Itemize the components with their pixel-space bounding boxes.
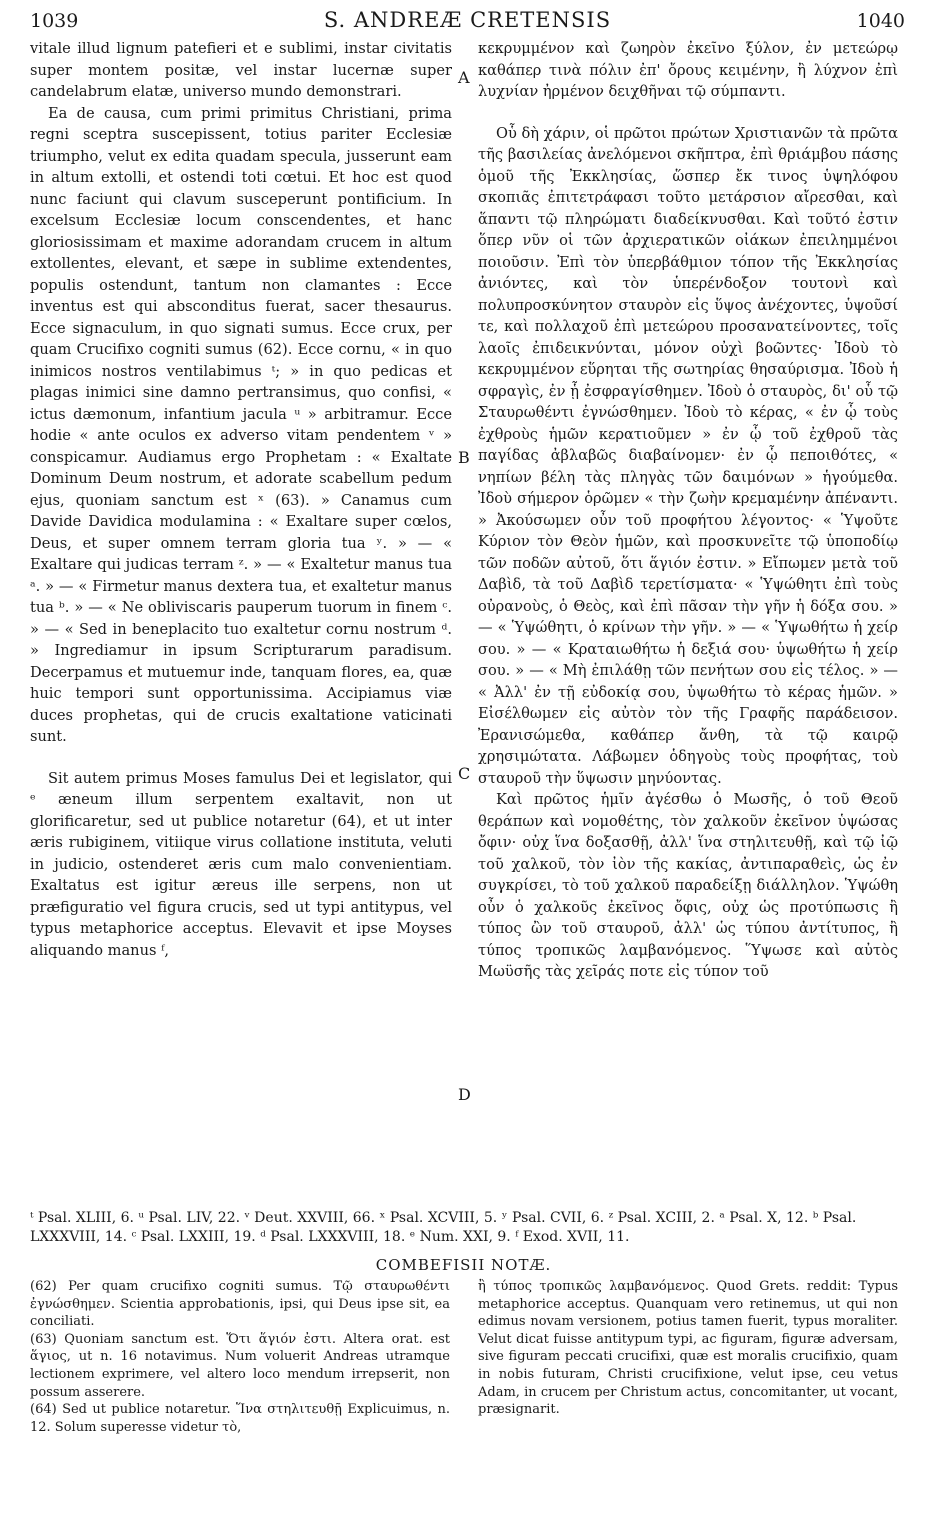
running-header	[30, 6, 905, 34]
page-number-right: 1040	[856, 10, 905, 32]
notes-right-column	[478, 1278, 898, 1419]
notes-left-column	[30, 1278, 450, 1436]
running-title: S. ANDREÆ CRETENSIS	[323, 8, 612, 32]
note-entry: ἢ τύπος τροπικῶς λαμβανόμενος. Quod Grets. reddit: Typus metaphorice acceptus. Quanquam vero retinemus, ut qui non edimus novam versionem, potius tamen fuerit, typus moraliter. Velut dicat fuisse antitypum typi, ac figuram, figuræ adversam, sive figuram peccati crucifixi, quæ est moralis crucifixio, quam in nobis futuram, Christi crucifixione, velut ipse, ceu vetus Adam, in crucem per Christum actus, concomitanter, ut vocant, præsignarit.	[478, 1279, 898, 1418]
section-marker-d: D	[458, 1085, 471, 1104]
notes-title: COMBEFISII NOTÆ.	[375, 1256, 552, 1274]
greek-paragraph: Οὗ δὴ χάριν, οἱ πρῶτοι πρώτων Χριστιανῶν τὰ πρῶτα τῆς βασιλείας ἀνελόμενοι σκῆπτρα, ἐπὶ θριάμβου πάσης ὁμοῦ τῆς Ἐκκλησίας, ὥσπερ ἔκ τινος ὑψηλόφου σκοπιᾶς ἐπιτετράφασι τοῦτο μετάρσιον αἴρεσθαι, καὶ ἅπαντι τῷ πληρώματι διαδείκνυσθαι. Καὶ τοῦτό ἐστιν ὅπερ νῦν οἱ τῶν ἀρχιερατικῶν οἰάκων ἐπειλημμένοι ποιοῦσιν. Ἐπὶ τὸν ὑπερβάθμιον τόπον τῆς Ἐκκλησίας ἀνιόντες, καὶ τὸν ὑπερένδοξον τουτονὶ καὶ πολυπροσκύνητον σταυρὸν εἰς ὕψος ἀνέχοντες, ὑψοῦσί τε, καὶ πολλαχοῦ ἐπὶ μετεώρου προσανατείνοντες, τοῖς λαοῖς ἐπιδεικνύνται, μόνον οὐχὶ βοῶντες· Ἰδοὺ τὸ κεκρυμμένον εὕρηται τῆς σωτηρίας θησαύρισμα. Ἰδοὺ ἡ σφραγὶς, ἐν ᾗ ἐσφραγίσθημεν. Ἰδοὺ ὁ σταυρὸς, δι' οὗ τῷ Σταυρωθέντι ἐγνώσθημεν. Ἰδοὺ τὸ κέρας, « ἐν ᾧ τοὺς ἐχθροὺς ἡμῶν κερατιοῦμεν » ἐν ᾧ τοῦ ἐχθροῦ τὰς παγίδας ἀβλαβῶς διαβαίνομεν· ἐν ᾧ πεποιθότες, « νηπίων βέλη τὰς πληγὰς τῶν δαιμόνων » ἡγούμεθα. Ἰδοὺ σήμερον ὁρῶμεν « τὴν ζωὴν κρεμαμένην ἀπέναντι. » Ἀκούσωμεν οὖν τοῦ προφήτου λέγοντος· « Ὑψοῦτε Κύριον τὸν Θεὸν ἡμῶν, καὶ προσκυνεῖτε τῷ ὑποποδίῳ τῶν ποδῶν αὐτοῦ, ὅτι ἅγιόν ἐστιν. » Εἴπωμεν μετὰ τοῦ Δαβὶδ, τὰ τοῦ Δαβὶδ τερετίσματα· « Ὑψώθητι ἐπὶ τοὺς οὐρανοὺς, ὁ Θεὸς, καὶ ἐπὶ πᾶσαν τὴν γῆν ἡ δόξα σου. » — « Ὑψώθητι, ὁ κρίνων τὴν γῆν. » — « Ὑψωθήτω ἡ χείρ σου. » — « Κραταιωθήτω ἡ δεξιά σου· ὑψωθήτω ἡ χείρ σου. » — « Μὴ ἐπιλάθῃ τῶν πενήτων σου εἰς τέλος. » — « Ἀλλ' ἐν τῇ εὐδοκίᾳ σου, ὑψωθήτω τὸ κέρας ἡμῶν. » Εἰσέλθωμεν εἰς αὐτὸν τὸν τῆς Γραφῆς παράδεισον. Ἐρανισώμεθα, καθάπερ ἄνθη, τὰ τῷ καιρῷ χρησιμώτατα. Λάβωμεν ὁδηγοὺς τοὺς προφήτας, τοὺ σταυροῦ τὴν ὕψωσιν μηνύοντας.	[478, 124, 898, 787]
latin-column	[30, 38, 452, 961]
latin-paragraph: vitale illud lignum patefieri et e sublimi, instar civitatis super montem positæ, vel instar lucernæ super candelabrum elatæ, universo mundo demonstrari.	[30, 40, 452, 100]
latin-paragraph: Ea de causa, cum primi primitus Christiani, prima regni sceptra suscepissent, totius pariter Ecclesiæ triumpho, velut ex edita quadam specula, jusserunt eam in altum extolli, et ostendi toti cœtui. Et hoc est quod nunc faciunt qui clavum susceperunt pontificium. In excelsum Ecclesiæ locum conscendentes, et hanc gloriosissimam et maxime adorandam crucem in altum extollentes, elevant, et sæpe in sublime extendentes, populis ostendunt, tantum non clamantes : Ecce inventus est qui absconditus fuerat, sacer thesaurus. Ecce signaculum, in quo signati sumus. Ecce crux, per quam Crucifixo cogniti sumus (62). Ecce cornu, « in quo inimicos nostros ventilabimus ᵗ; » in quo pedicas et plagas inimici sine damno pertransimus, quo confisi, « ictus dæmonum, infantium jacula ᵘ » arbitramur. Ecce hodie « ante oculos ex adverso vitam pendentem ᵛ » conspicamur. Audiamus ergo Prophetam : « Exaltate Dominum Deum nostrum, et adorate scabellum pedum ejus, quoniam sanctum est ˣ (63). » Canamus cum Davide Davidica modulamina : « Exaltare super cœlos, Deus, et super omnem terram gloria tua ʸ. » — « Exaltare qui judicas terram ᶻ. » — « Exaltetur manus tua ᵃ. » — « Firmetur manus dextera tua, et exaltetur manus tua ᵇ. » — « Ne obliviscaris pauperum tuorum in finem ᶜ. » — « Sed in beneplacito tuo exaltetur cornu nostrum ᵈ. » Ingrediamur in ipsum Scripturarum paradisum. Decerpamus et mutuemur inde, tanquam flores, ea, quæ huic tempori sunt opportunissima. Accipiamus viæ duces prophetas, qui de crucis exaltatione vaticinati sunt.	[30, 104, 452, 745]
greek-paragraph: κεκρυμμένον καὶ ζωηρὸν ἐκεῖνο ξύλον, ἐν μετεώρῳ καθάπερ τινὰ πόλιν ἐπ' ὄρους κειμένην, ἢ λύχνον ἐπὶ λυχνίαν ἠρμένον δειχθῆναι τῷ σύμπαντι.	[478, 40, 898, 100]
scripture-footnotes: ᵗ Psal. XLIII, 6. ᵘ Psal. LIV, 22. ᵛ Deut. XXVIII, 66. ˣ Psal. XCVIII, 5. ʸ Psal. CVII, 6. ᶻ Psal. XCIII, 2. ᵃ Psal. X, 12. ᵇ Psal. LXXXVIII, 14. ᶜ Psal. LXXIII, 19. ᵈ Psal. LXXXVIII, 18. ᵉ Num. XXI, 9. ᶠ Exod. XVII, 11.	[30, 1210, 857, 1245]
greek-paragraph: Καὶ πρῶτος ἡμῖν ἀγέσθω ὁ Μωσῆς, ὁ τοῦ Θεοῦ θεράπων καὶ νομοθέτης, τὸν χαλκοῦν ἐκεῖνον ὑψώσας ὄφιν· οὐχ ἵνα δοξασθῇ, ἀλλ' ἵνα στηλιτευθῇ, καὶ τῷ ἰῷ τοῦ χαλκοῦ, τὸν ἰὸν τῆς κακίας, ἀντιπαραθεὶς, ὡς ἐν συγκρίσει, τὸ τοῦ χαλκοῦ παραδείξῃ διάλληλον. Ὑψώθη οὖν ὁ χαλκοῦς ἐκεῖνος ὄφις, οὐχ ὡς προτύπωσις ἢ τύπος ὢν τοῦ σταυροῦ, ἀλλ' ὡς τύπου ἀντίτυπος, ἢ τύπος τροπικῶς λαμβανόμενος. Ὕψωσε καὶ αὐτὸς Μωϋσῆς τὰς χεῖράς ποτε εἰς τύπον τοῦ	[478, 791, 898, 980]
latin-paragraph: Sit autem primus Moses famulus Dei et legislator, qui ᵉ æneum illum serpentem exaltavit, non ut glorificaretur, sed ut publice notaretur (64), et ut inter æris rubiginem, vitiique virus collatione instituta, veluti in judicio, ostenderet æris cum malo convenientiam. Exaltatus est igitur æreus ille serpens, non ut præfiguratio vel figura crucis, sed ut typi antitypus, vel typus metaphorice acceptus. Elevavit et ipse Moyses aliquando manus ᶠ,	[30, 769, 452, 959]
note-entry: (64) Sed ut publice notaretur. Ἵνα στηλιτευθῇ Explicuimus, n. 12. Solum superesse videtur τὸ,	[30, 1402, 450, 1435]
section-marker-b: B	[458, 448, 470, 467]
page-number-left: 1039	[30, 10, 79, 32]
section-marker-c: C	[458, 764, 471, 783]
section-marker-a: A	[458, 68, 470, 87]
note-entry: (62) Per quam crucifixo cogniti sumus. Τῷ σταυρωθέντι ἐγνώσθημεν. Scientia approbationis, ipsi, qui Deus ipse sit, ea conciliati.	[30, 1279, 450, 1330]
note-entry: (63) Quoniam sanctum est. Ὅτι ἅγιόν ἐστι. Altera orat. est ἅγιος, ut n. 16 notavimus. Num voluerit Andreas utramque lectionem exprimere, vel altero loco mendum irrepserit, non possum asserere.	[30, 1331, 450, 1400]
greek-column	[478, 38, 898, 983]
